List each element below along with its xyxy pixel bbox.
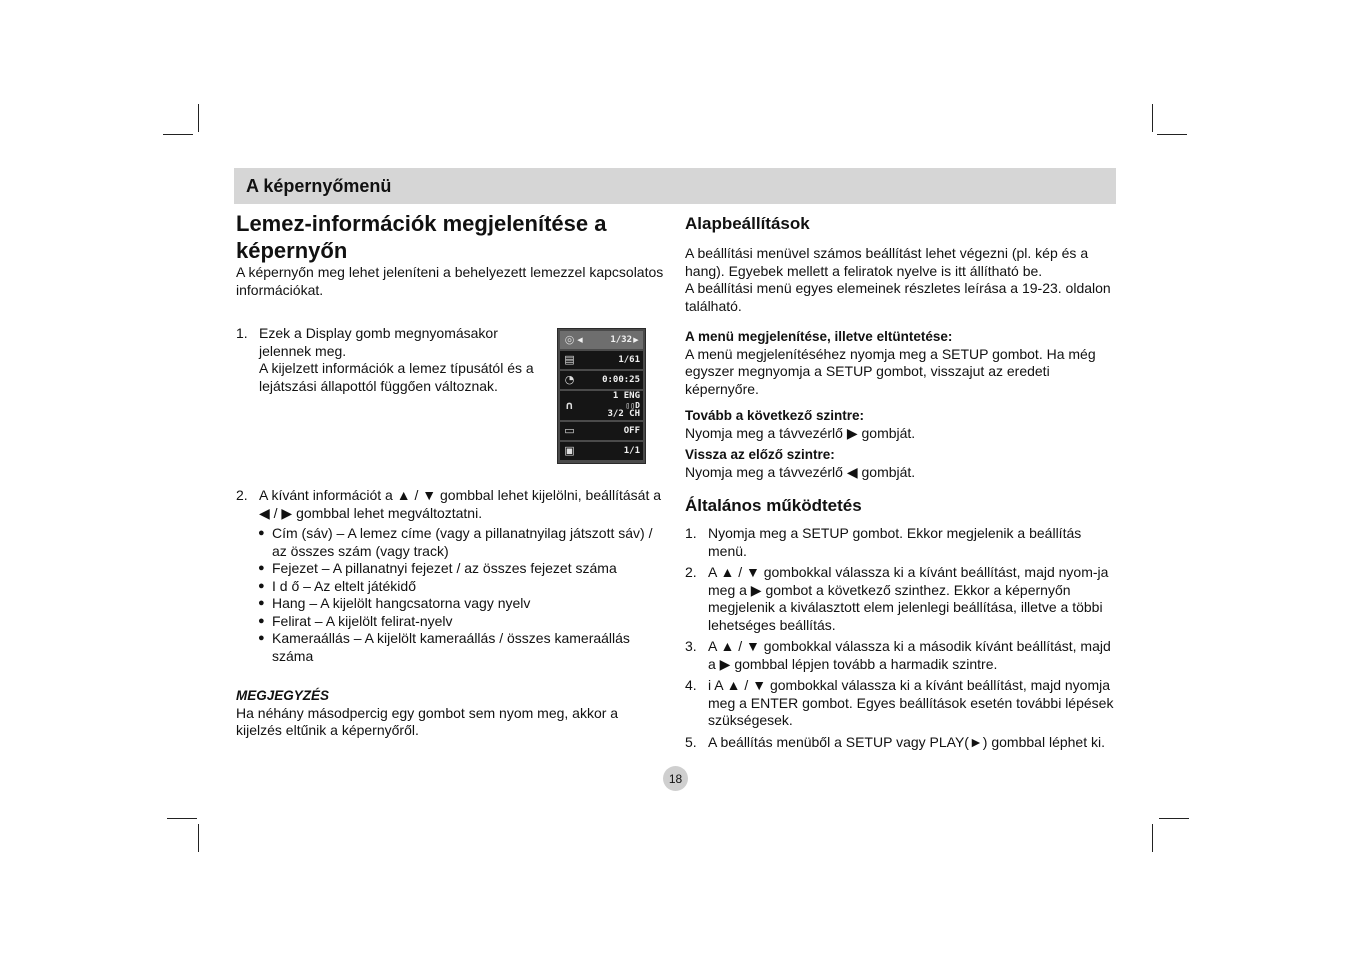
bullet-icon: ● xyxy=(258,579,265,592)
heading-operation: Általános működtetés xyxy=(685,496,862,515)
step-text: Ezek a Display gomb megnyomásakor jelennek meg. xyxy=(259,325,498,359)
setup-pages: A beállítási menü egyes elemeinek részletes leírása a 19-23. oldalon található. xyxy=(685,280,1111,314)
osd-time-row: ◔ 0:00:25 xyxy=(560,371,643,389)
osd-display-panel xyxy=(557,328,646,464)
operation-step: 5. A beállítás menüből a SETUP vagy PLAY(►) gombbal léphet ki. xyxy=(685,733,1105,750)
bullet-icon: ● xyxy=(258,562,265,574)
step-text: A kijelzett információk a lemez típusától és a lejátszási állapottól függően változnak. xyxy=(259,360,534,394)
heading-setup: Alapbeállítások xyxy=(685,214,810,233)
prev-level-label: Vissza az előző szintre: xyxy=(685,447,835,462)
headphones-icon: ∩ xyxy=(565,398,574,412)
intro-text: A képernyőn meg lehet jeleníteni a behelyezett lemezzel kapcsolatos információkat. xyxy=(236,264,664,298)
bullet-icon: ● xyxy=(258,614,265,627)
note-text: Ha néhány másodpercig egy gombot sem nyom meg, akkor a kijelzés eltűnik a képernyőről. xyxy=(236,704,619,738)
disc-title-icon: ◎ xyxy=(564,333,575,346)
list-item: ● Cím (sáv) – A lemez címe (vagy a pillanatnyilag játszott sáv) / az összes szám (vagy track) xyxy=(258,525,653,559)
crop-mark xyxy=(1157,134,1187,135)
list-item: ● Fejezet – A pillanatnyi fejezet / az összes fejezet száma xyxy=(258,560,617,576)
next-level-label: Tovább a következő szintre: xyxy=(685,408,865,423)
crop-mark xyxy=(1152,104,1153,132)
crop-mark xyxy=(167,818,197,819)
crop-mark xyxy=(1152,824,1153,852)
camera-angle-icon: ▣ xyxy=(564,444,575,457)
step-1 xyxy=(236,325,548,395)
step-number: 1. xyxy=(236,325,248,341)
osd-title-row: ◎ ◀ 1/32 ▶ xyxy=(560,331,643,349)
crop-mark xyxy=(1159,818,1189,819)
right-column xyxy=(685,213,1117,751)
setup-intro: A beállítási menüvel számos beállítást lehet végezni (pl. kép és a hang). Egyebek mellett a feliratok nyelve is itt állítható be. xyxy=(685,245,1089,279)
osd-angle-row: ▣ 1/1 xyxy=(560,442,643,460)
page-number: 18 xyxy=(663,766,688,791)
menu-toggle-label: A menü megjelenítése, illetve eltüntetése: xyxy=(685,329,953,344)
operation-step: 1. Nyomja meg a SETUP gombot. Ekkor megjelenik a beállítás menü. xyxy=(685,525,1082,559)
osd-audio-row: ∩ 1 ENG ▯▯D 3/2 CH xyxy=(560,391,643,420)
crop-mark xyxy=(198,824,199,852)
list-item: ● I d ő – Az eltelt játékidő xyxy=(258,577,416,594)
bullet-icon: ● xyxy=(258,597,265,609)
bullet-icon: ● xyxy=(258,527,265,539)
chapter-icon: ▤ xyxy=(564,353,575,366)
left-column xyxy=(236,210,664,740)
clock-icon: ◔ xyxy=(564,373,575,386)
arrow-right-icon: ▶ xyxy=(633,336,639,344)
step-number: 2. xyxy=(236,487,248,503)
osd-chapter-row: ▤ 1/61 xyxy=(560,351,643,369)
prev-level-text: Nyomja meg a távvezérlő ◀ gombját. xyxy=(685,463,916,480)
operation-step: 2. A ▲ / ▼ gombokkal válassza ki a kívánt beállítást, majd nyom-ja meg a ▶ gombot a következő szinthez. Ekkor a képernyőn megjelenik a kiválasztott elem jelenlegi beállítása, illetve a többi lehetséges beállítás. xyxy=(685,564,1109,633)
crop-mark xyxy=(198,104,199,132)
page-title: Lemez-információk megjelenítése a képernyőn xyxy=(236,211,607,263)
section-header: A képernyőmenü xyxy=(234,168,1116,204)
note-label: MEGJEGYZÉS xyxy=(236,688,330,703)
list-item: ● Hang – A kijelölt hangcsatorna vagy nyelv xyxy=(258,595,531,611)
bullet-icon: ● xyxy=(258,632,265,644)
operation-step: 3. A ▲ / ▼ gombokkal válassza ki a második kívánt beállítást, majd a ▶ gombbal lépjen tovább a harmadik szintre. xyxy=(685,638,1111,672)
subtitle-icon: ▭ xyxy=(564,424,575,437)
osd-subtitle-row: ▭ OFF xyxy=(560,422,643,440)
list-item: ● Kameraállás – A kijelölt kameraállás / összes kameraállás száma xyxy=(258,630,630,664)
step-2 xyxy=(236,487,664,522)
info-bullet-list xyxy=(258,525,664,665)
crop-mark xyxy=(163,134,193,135)
menu-toggle-text: A menü megjelenítéséhez nyomja meg a SETUP gombot. Ha még egyszer megnyomja a SETUP gombot, visszajut az eredeti képernyőre. xyxy=(685,345,1096,397)
dolby-logo-icon: ▯▯D xyxy=(625,401,640,410)
operation-step: 4. i A ▲ / ▼ gombokkal válassza ki a kívánt beállítást, majd nyomja meg a ENTER gombot. Egyes beállítások esetén további lépések szükségesek. xyxy=(685,677,1114,728)
arrow-left-icon: ◀ xyxy=(577,336,583,344)
list-item: ● Felirat – A kijelölt felirat-nyelv xyxy=(258,612,453,629)
next-level-text: Nyomja meg a távvezérlő ▶ gombját. xyxy=(685,424,916,441)
step-text: A kívánt információt a ▲ / ▼ gombbal lehet kijelölni, beállítását a ◀ / ▶ gombbal lehet megváltoztatni. xyxy=(259,487,662,521)
